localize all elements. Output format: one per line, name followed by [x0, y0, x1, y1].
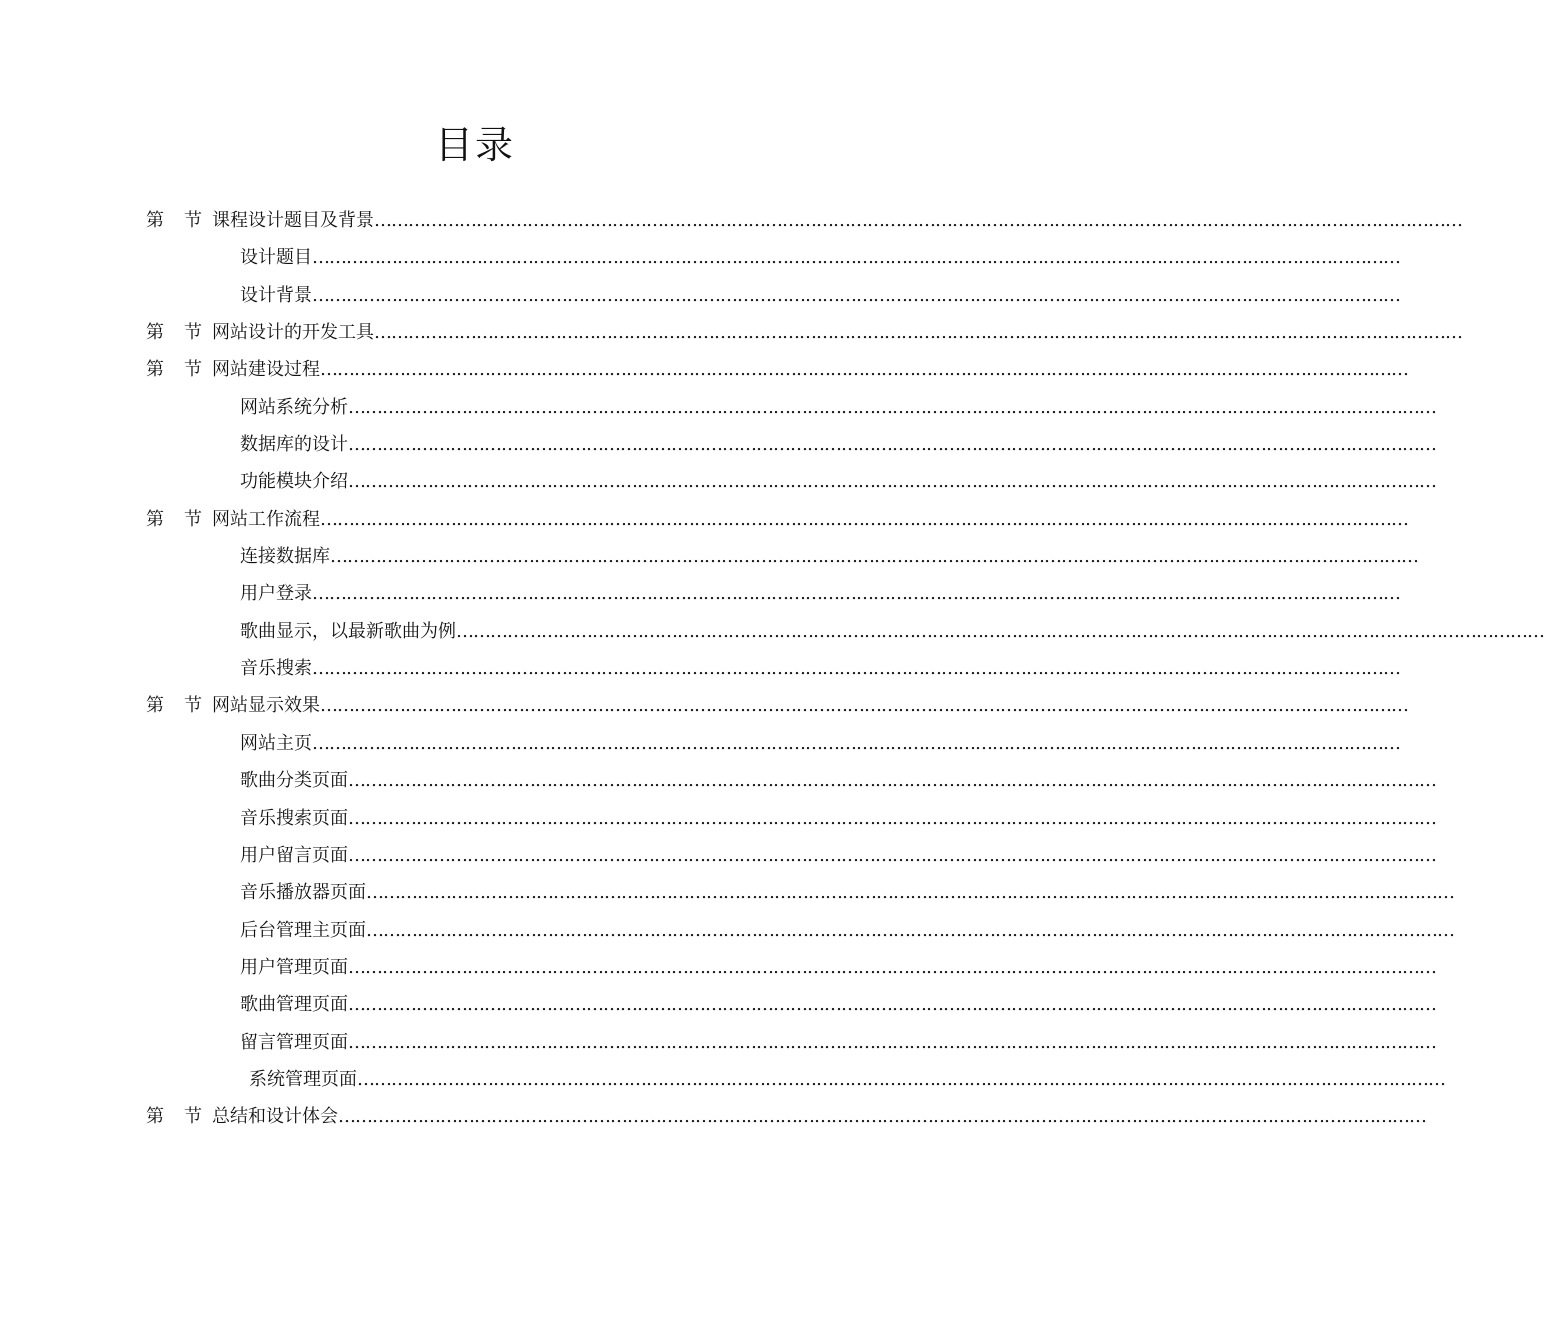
- toc-entry-text: [240, 949, 1436, 986]
- dot-leader: …………………………………………………………………………………………………………………………………………………………………………: [348, 770, 1436, 792]
- toc-entry-label: 系统管理页面: [249, 1068, 357, 1090]
- toc-entry-text: [212, 351, 1408, 388]
- section-suffix: 节: [184, 210, 202, 231]
- toc-entry-label: 设计背景: [240, 284, 312, 306]
- toc-entry-text: [240, 463, 1436, 500]
- dot-leader: …………………………………………………………………………………………………………………………………………………………………………: [312, 247, 1400, 269]
- toc-subentry[interactable]: [0, 613, 1544, 650]
- toc-entry-label: 课程设计题目及背景: [212, 210, 374, 231]
- toc-entry-label: 留言管理页面: [240, 1031, 348, 1053]
- dot-leader: …………………………………………………………………………………………………………………………………………………………………………: [348, 434, 1436, 456]
- toc-entry-text: [240, 1024, 1436, 1061]
- toc-subentry[interactable]: [0, 463, 1436, 500]
- dot-leader: …………………………………………………………………………………………………………………………………………………………………………: [348, 956, 1436, 978]
- toc-subentry[interactable]: [0, 986, 1436, 1023]
- dot-leader: …………………………………………………………………………………………………………………………………………………………………………: [348, 471, 1436, 493]
- dot-leader: …………………………………………………………………………………………………………………………………………………………………………: [348, 1031, 1436, 1053]
- toc-entry-text: [212, 1098, 1426, 1135]
- toc-entry-label: 音乐搜索: [240, 658, 312, 680]
- toc-subentry[interactable]: [0, 762, 1436, 799]
- dot-leader: …………………………………………………………………………………………………………………………………………………………………………: [312, 583, 1400, 605]
- toc-subentry[interactable]: [0, 239, 1400, 276]
- toc-entry-text: [240, 389, 1436, 426]
- toc-entry-label: 歌曲显示，以最新歌曲为例: [240, 620, 456, 642]
- toc-entry-text: [240, 874, 1454, 911]
- page-title: 目录: [434, 123, 515, 168]
- toc-entry-label: 用户登录: [240, 583, 312, 605]
- section-suffix: 节: [184, 508, 202, 530]
- dot-leader: …………………………………………………………………………………………………………………………………………………………………………: [312, 732, 1400, 754]
- toc-entry-label: 音乐播放器页面: [240, 882, 366, 904]
- toc-entry[interactable]: [0, 351, 1408, 388]
- dot-leader: …………………………………………………………………………………………………………………………………………………………………………: [348, 844, 1436, 866]
- toc-entry[interactable]: [0, 202, 1462, 239]
- toc-entry-text: [240, 426, 1436, 463]
- dot-leader: …………………………………………………………………………………………………………………………………………………………………………: [312, 284, 1400, 306]
- toc-subentry[interactable]: [0, 874, 1454, 911]
- toc-entry-label: 设计题目: [240, 247, 312, 269]
- toc-entry[interactable]: [0, 687, 1408, 724]
- toc-entry-label: 用户留言页面: [240, 844, 348, 866]
- dot-leader: …………………………………………………………………………………………………………………………………………………………………………: [348, 994, 1436, 1016]
- toc-entry-text: [240, 650, 1400, 687]
- section-prefix: 第: [146, 1106, 164, 1128]
- dot-leader: …………………………………………………………………………………………………………………………………………………………………………: [348, 396, 1436, 418]
- toc-entry-label: 网站主页: [240, 732, 312, 754]
- toc-entry-text: [212, 202, 1462, 239]
- dot-leader: …………………………………………………………………………………………………………………………………………………………………………: [456, 620, 1544, 642]
- section-suffix: 节: [184, 322, 202, 344]
- section-suffix: 节: [184, 695, 202, 717]
- section-prefix: 第: [146, 695, 164, 717]
- toc-entry-text: [240, 538, 1418, 575]
- toc-entry[interactable]: [0, 501, 1408, 538]
- toc-subentry[interactable]: [0, 1061, 1445, 1098]
- toc-entry-label: 网站显示效果: [212, 695, 320, 717]
- dot-leader: …………………………………………………………………………………………………………………………………………………………………………: [366, 919, 1454, 941]
- toc-entry-text: [249, 1061, 1445, 1098]
- toc-entry-text: [240, 837, 1436, 874]
- section-prefix: 第: [146, 322, 164, 344]
- dot-leader: …………………………………………………………………………………………………………………………………………………………………………: [312, 658, 1400, 680]
- toc-entry-text: [240, 912, 1454, 949]
- toc-entry-label: 网站系统分析: [240, 396, 348, 418]
- toc-entry-label: 后台管理主页面: [240, 919, 366, 941]
- toc-subentry[interactable]: [0, 725, 1400, 762]
- toc-entry-text: [240, 800, 1436, 837]
- toc-subentry[interactable]: [0, 538, 1418, 575]
- section-suffix: 节: [184, 359, 202, 381]
- dot-leader: …………………………………………………………………………………………………………………………………………………………………………: [320, 359, 1408, 381]
- dot-leader: …………………………………………………………………………………………………………………………………………………………………………: [357, 1068, 1445, 1090]
- toc-entry-text: [240, 239, 1400, 276]
- section-prefix: 第: [146, 359, 164, 381]
- dot-leader: …………………………………………………………………………………………………………………………………………………………………………: [320, 695, 1408, 717]
- toc-subentry[interactable]: [0, 912, 1454, 949]
- section-prefix: 第: [146, 210, 164, 231]
- toc-entry-label: 功能模块介绍: [240, 471, 348, 493]
- toc-entry-text: [240, 277, 1400, 314]
- section-prefix: 第: [146, 508, 164, 530]
- toc-subentry[interactable]: [0, 650, 1400, 687]
- toc-entry-text: [212, 501, 1408, 538]
- toc-entry-text: [212, 314, 1462, 351]
- toc-subentry[interactable]: [0, 575, 1400, 612]
- dot-leader: …………………………………………………………………………………………………………………………………………………………………………: [374, 322, 1462, 344]
- toc-subentry[interactable]: [0, 1024, 1436, 1061]
- toc-entry-label: 网站设计的开发工具: [212, 322, 374, 344]
- dot-leader: …………………………………………………………………………………………………………………………………………………………………………: [338, 1106, 1426, 1128]
- dot-leader: …………………………………………………………………………………………………………………………………………………………………………: [374, 210, 1462, 231]
- toc-subentry[interactable]: [0, 277, 1400, 314]
- table-of-contents: [0, 202, 1544, 1136]
- toc-entry-text: [212, 687, 1408, 724]
- toc-entry-label: 总结和设计体会: [212, 1106, 338, 1128]
- toc-subentry[interactable]: [0, 389, 1436, 426]
- dot-leader: …………………………………………………………………………………………………………………………………………………………………………: [320, 508, 1408, 530]
- dot-leader: …………………………………………………………………………………………………………………………………………………………………………: [330, 546, 1418, 568]
- toc-entry[interactable]: [0, 1098, 1426, 1135]
- dot-leader: …………………………………………………………………………………………………………………………………………………………………………: [348, 807, 1436, 829]
- section-suffix: 节: [184, 1106, 202, 1128]
- toc-entry[interactable]: [0, 314, 1462, 351]
- toc-entry-label: 音乐搜索页面: [240, 807, 348, 829]
- toc-entry-label: 连接数据库: [240, 546, 330, 568]
- toc-entry-text: [240, 762, 1436, 799]
- toc-entry-text: [240, 575, 1400, 612]
- toc-subentry[interactable]: [0, 800, 1436, 837]
- toc-entry-label: 歌曲管理页面: [240, 994, 348, 1016]
- toc-entry-label: 网站建设过程: [212, 359, 320, 381]
- toc-entry-text: [240, 725, 1400, 762]
- toc-subentry[interactable]: [0, 949, 1436, 986]
- dot-leader: …………………………………………………………………………………………………………………………………………………………………………: [366, 882, 1454, 904]
- toc-entry-label: 数据库的设计: [240, 434, 348, 456]
- toc-subentry[interactable]: [0, 837, 1436, 874]
- toc-subentry[interactable]: [0, 426, 1436, 463]
- toc-entry-label: 用户管理页面: [240, 956, 348, 978]
- toc-entry-label: 网站工作流程: [212, 508, 320, 530]
- toc-entry-text: [240, 613, 1544, 650]
- toc-entry-label: 歌曲分类页面: [240, 770, 348, 792]
- toc-entry-text: [240, 986, 1436, 1023]
